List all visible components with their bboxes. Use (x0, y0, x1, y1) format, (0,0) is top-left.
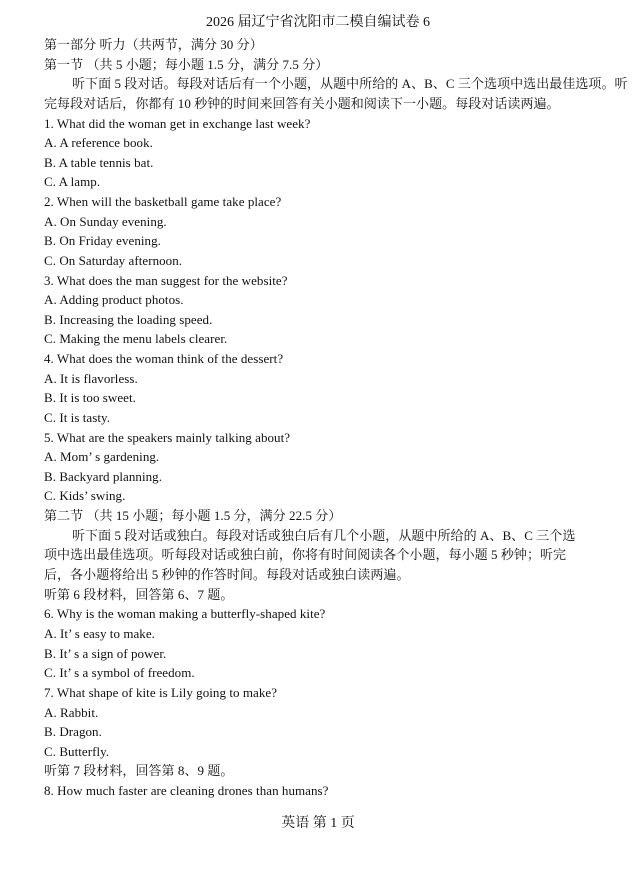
section1-heading: 第一节 （共 5 小题；每小题 1.5 分，满分 7.5 分） (44, 57, 329, 72)
section1-instructions-line2: 完每段对话后，你都有 10 秒钟的时间来回答有关小题和阅读下一小题。每段对话读两遍。 (44, 96, 560, 111)
question-7: 7. What shape of kite is Lily going to make? (44, 685, 278, 700)
question-3-option-b: B. Increasing the loading speed. (44, 312, 213, 327)
question-4-option-c: C. It is tasty. (44, 410, 110, 425)
question-1: 1. What did the woman get in exchange last week? (44, 116, 311, 131)
section2-heading: 第二节 （共 15 小题；每小题 1.5 分，满分 22.5 分） (44, 508, 342, 523)
question-1-option-b: B. A table tennis bat. (44, 155, 154, 170)
question-4-option-a: A. It is flavorless. (44, 371, 138, 386)
question-8: 8. How much faster are cleaning drones than humans? (44, 783, 329, 798)
question-6-option-c: C. It’ s a symbol of freedom. (44, 665, 195, 680)
section1-instructions-line1: 听下面 5 段对话。每段对话后有一个小题，从题中所给的 A、B、C 三个选项中选出最佳选项。听 (72, 76, 628, 91)
question-3-option-c: C. Making the menu labels clearer. (44, 331, 228, 346)
question-1-option-c: C. A lamp. (44, 174, 101, 189)
material-6-note: 听第 6 段材料，回答第 6、7 题。 (44, 587, 234, 602)
section2-instructions-line3: 后，各小题将给出 5 秒钟的作答时间。每段对话或独白读两遍。 (44, 567, 410, 582)
question-6-option-a: A. It’ s easy to make. (44, 626, 155, 641)
section2-instructions-line1: 听下面 5 段对话或独白。每段对话或独白后有几个小题，从题中所给的 A、B、C 三个选 (72, 528, 576, 543)
material-7-note: 听第 7 段材料，回答第 8、9 题。 (44, 763, 234, 778)
question-2-option-b: B. On Friday evening. (44, 233, 161, 248)
question-3-option-a: A. Adding product photos. (44, 292, 184, 307)
question-5-option-c: C. Kids’ swing. (44, 488, 126, 503)
question-5-option-a: A. Mom’ s gardening. (44, 449, 160, 464)
question-7-option-b: B. Dragon. (44, 724, 102, 739)
part1-heading: 第一部分 听力（共两节，满分 30 分） (44, 37, 263, 52)
question-2-option-c: C. On Saturday afternoon. (44, 253, 183, 268)
question-5: 5. What are the speakers mainly talking about? (44, 430, 291, 445)
page-footer: 英语 第 1 页 (281, 816, 355, 831)
section2-instructions-line2: 项中选出最佳选项。听每段对话或独白前，你将有时间阅读各个小题，每小题 5 秒钟；听完 (44, 547, 567, 562)
question-7-option-c: C. Butterfly. (44, 744, 110, 759)
question-4-option-b: B. It is too sweet. (44, 390, 136, 405)
page-title: 2026 届辽宁省沈阳市二模自编试卷 6 (206, 15, 430, 30)
question-6: 6. Why is the woman making a butterfly-shaped kite? (44, 606, 326, 621)
question-2: 2. When will the basketball game take place? (44, 194, 282, 209)
question-1-option-a: A. A reference book. (44, 135, 153, 150)
question-5-option-b: B. Backyard planning. (44, 469, 163, 484)
question-6-option-b: B. It’ s a sign of power. (44, 646, 167, 661)
question-2-option-a: A. On Sunday evening. (44, 214, 167, 229)
question-3: 3. What does the man suggest for the website? (44, 273, 288, 288)
question-4: 4. What does the woman think of the dessert? (44, 351, 284, 366)
question-7-option-a: A. Rabbit. (44, 705, 99, 720)
